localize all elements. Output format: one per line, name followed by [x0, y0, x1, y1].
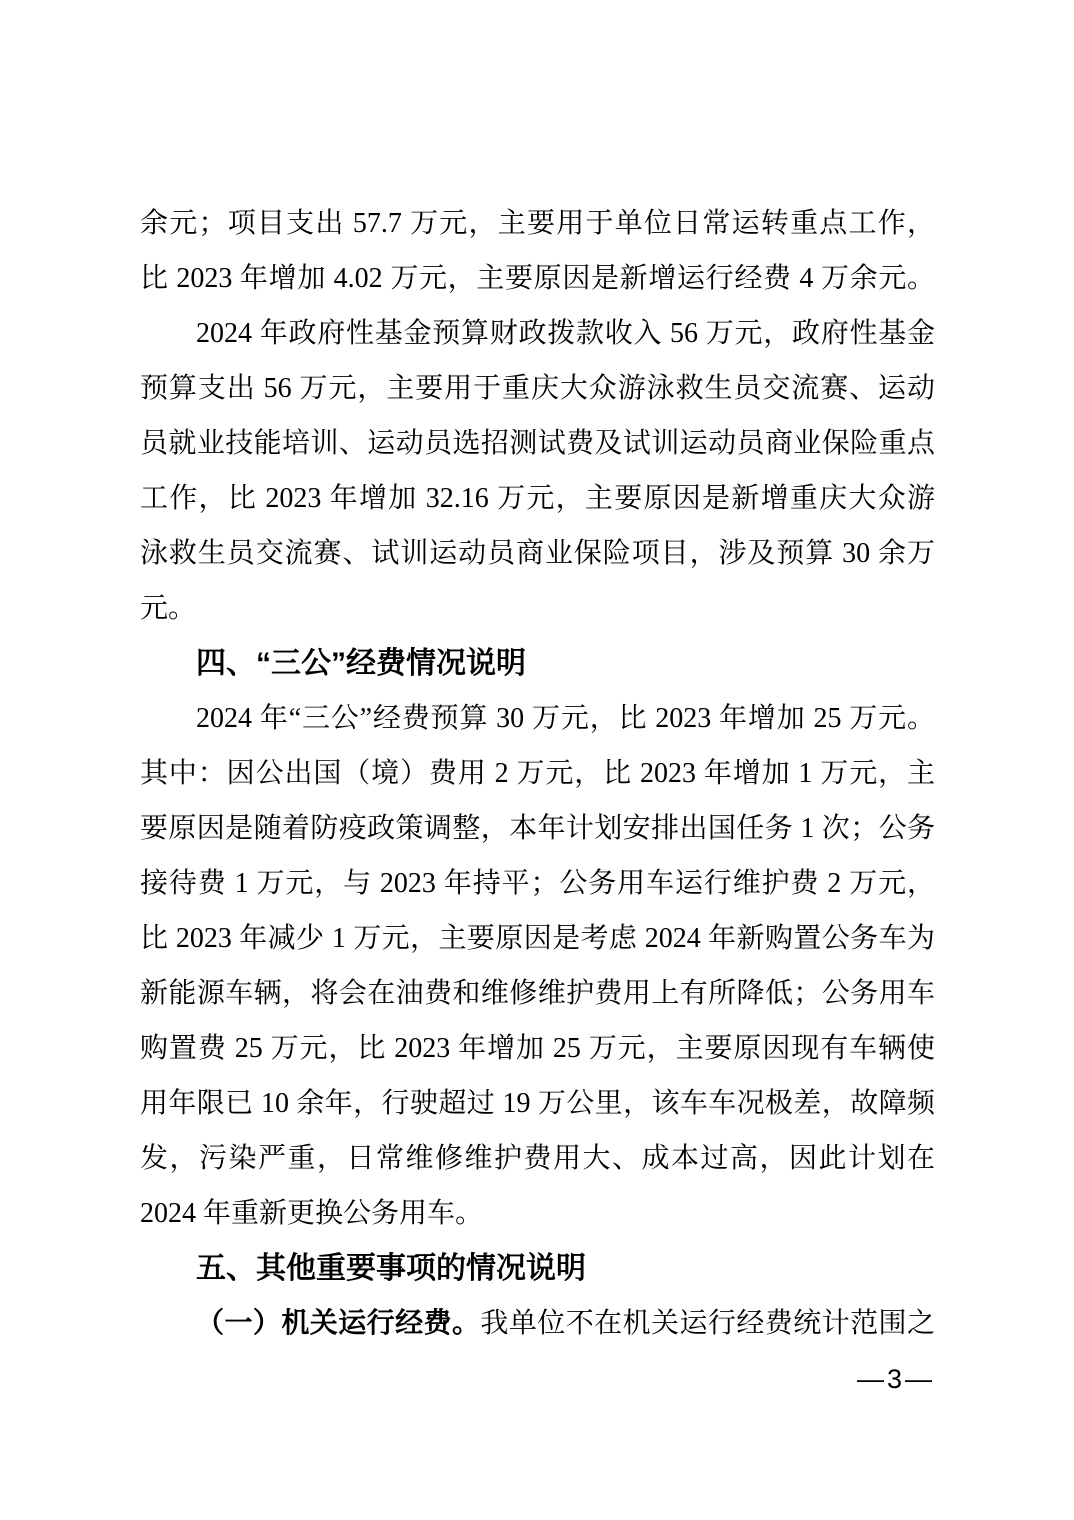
- body-line: 余元；项目支出 57.7 万元，主要用于单位日常运转重点工作，: [140, 208, 935, 239]
- body-line: 其中：因公出国（境）费用 2 万元，比 2023 年增加 1 万元，主: [140, 758, 935, 789]
- body-line: 比 2023 年减少 1 万元，主要原因是考虑 2024 年新购置公务车为: [140, 923, 935, 954]
- page-number: —3—: [856, 1364, 935, 1394]
- section-heading-three-public-funds: 四、“三公”经费情况说明: [196, 647, 526, 680]
- section-heading-other-matters: 五、其他重要事项的情况说明: [196, 1252, 586, 1285]
- body-line: 泳救生员交流赛、试训运动员商业保险项目，涉及预算 30 余万: [140, 538, 935, 569]
- body-line: 比 2023 年增加 4.02 万元，主要原因是新增运行经费 4 万余元。: [140, 263, 935, 294]
- bold-lead-run: （一）机关运行经费。: [196, 1308, 481, 1339]
- body-line-mixed: [140, 1296, 935, 1351]
- body-line: 接待费 1 万元，与 2023 年持平；公务用车运行维护费 2 万元，: [140, 868, 935, 899]
- body-line: 2024 年政府性基金预算财政拨款收入 56 万元，政府性基金: [196, 318, 935, 349]
- body-line: 2024 年重新更换公务用车。: [140, 1198, 484, 1229]
- body-line: 元。: [140, 593, 197, 624]
- body-line: 新能源车辆，将会在油费和维修维护费用上有所降低；公务用车: [140, 978, 935, 1009]
- body-line: 购置费 25 万元，比 2023 年增加 25 万元，主要原因现有车辆使: [140, 1033, 935, 1064]
- body-line: 发，污染严重，日常维修维护费用大、成本过高，因此计划在: [140, 1143, 935, 1174]
- body-line: 2024 年“三公”经费预算 30 万元，比 2023 年增加 25 万元。: [196, 703, 935, 734]
- body-line: 工作，比 2023 年增加 32.16 万元，主要原因是新增重庆大众游: [140, 483, 935, 514]
- body-line: 预算支出 56 万元，主要用于重庆大众游泳救生员交流赛、运动: [140, 373, 935, 404]
- continuation-run: 我单位不在机关运行经费统计范围之: [480, 1308, 935, 1339]
- body-line: 员就业技能培训、运动员选招测试费及试训运动员商业保险重点: [140, 428, 935, 459]
- body-line: 要原因是随着防疫政策调整，本年计划安排出国任务 1 次；公务: [140, 813, 935, 844]
- body-line: 用年限已 10 余年，行驶超过 19 万公里，该车车况极差，故障频: [140, 1088, 935, 1119]
- document-body: [140, 196, 935, 1351]
